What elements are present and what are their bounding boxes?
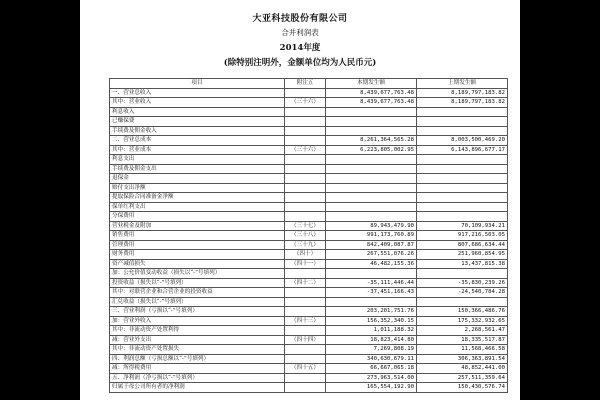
row-prior-amount: [417, 193, 508, 203]
row-prior-amount: [417, 107, 508, 117]
row-item-label: 其中：营业成本: [110, 145, 285, 155]
row-note-ref: （三十八）: [285, 231, 326, 241]
table-row: [110, 136, 508, 146]
row-item-label: 四、利润总额（亏损总额以“-”号填列）: [110, 354, 285, 364]
row-note-ref: [285, 288, 326, 298]
table-row: [110, 383, 508, 393]
column-header-note: 附注五: [285, 79, 326, 89]
table-row: [110, 145, 508, 155]
row-item-label: 减：营业外支出: [110, 335, 285, 345]
row-item-label: 二、营业总成本: [110, 136, 285, 146]
row-current-amount: [326, 202, 417, 212]
row-note-ref: （三十六）: [285, 98, 326, 108]
row-note-ref: [285, 345, 326, 355]
row-item-label: 其中：非流动资产处置损失: [110, 345, 285, 355]
row-prior-amount: 13,437,815.38: [417, 259, 508, 269]
row-note-ref: （三十七）: [285, 221, 326, 231]
row-note-ref: [285, 326, 326, 336]
row-note-ref: （四十四）: [285, 335, 326, 345]
table-row: [110, 183, 508, 193]
table-row: [110, 278, 508, 288]
row-prior-amount: 8,189,797,183.82: [417, 88, 508, 98]
table-row: [110, 231, 508, 241]
table-row: [110, 288, 508, 298]
row-note-ref: [285, 193, 326, 203]
row-current-amount: 8,439,677,763.48: [326, 88, 417, 98]
row-note-ref: [285, 354, 326, 364]
row-prior-amount: 251,960,854.95: [417, 250, 508, 260]
row-item-label: 加：公允价值变动收益（损失以“-”号填列）: [110, 269, 285, 279]
row-current-amount: -35,111,446.44: [326, 278, 417, 288]
row-item-label: 利息收入: [110, 107, 285, 117]
table-row: [110, 202, 508, 212]
row-prior-amount: 70,109,934.21: [417, 221, 508, 231]
row-prior-amount: 48,852,441.00: [417, 364, 508, 374]
row-prior-amount: [417, 183, 508, 193]
statement-title: 合并利润表: [281, 28, 319, 37]
row-prior-amount: -35,830,239.26: [417, 278, 508, 288]
row-prior-amount: 8,189,797,183.82: [417, 98, 508, 108]
row-current-amount: [326, 269, 417, 279]
row-note-ref: [285, 383, 326, 393]
table-row: [110, 126, 508, 136]
row-current-amount: [326, 155, 417, 165]
row-current-amount: 1,011,188.32: [326, 326, 417, 336]
table-row: [110, 354, 508, 364]
column-header-prior: 上期发生额: [417, 79, 508, 89]
row-note-ref: [285, 117, 326, 127]
row-note-ref: [285, 164, 326, 174]
row-note-ref: （三十六）: [285, 145, 326, 155]
table-row: [110, 259, 508, 269]
table-row: [110, 221, 508, 231]
row-current-amount: 340,630,679.11: [326, 354, 417, 364]
row-note-ref: [285, 373, 326, 383]
row-prior-amount: [417, 212, 508, 222]
row-item-label: 三、营业利润（亏损以“-”号填列）: [110, 307, 285, 317]
table-row: [110, 193, 508, 203]
row-current-amount: [326, 117, 417, 127]
row-note-ref: （四十三）: [285, 316, 326, 326]
row-note-ref: （四十二）: [285, 278, 326, 288]
company-name: 大亚科技股份有限公司: [252, 14, 348, 24]
row-current-amount: [326, 297, 417, 307]
row-note-ref: [285, 136, 326, 146]
row-prior-amount: [417, 126, 508, 136]
table-row: [110, 174, 508, 184]
row-note-ref: （四十）: [285, 250, 326, 260]
row-note-ref: [285, 269, 326, 279]
row-note-ref: （三十九）: [285, 240, 326, 250]
row-prior-amount: 8,003,500,469.20: [417, 136, 508, 146]
column-header-item: 项目: [110, 79, 285, 89]
unit-note: (除特别注明外，金额单位均为人民币元): [223, 58, 377, 68]
row-item-label: 加：营业外收入: [110, 316, 285, 326]
row-item-label: 营业税金及附加: [110, 221, 285, 231]
row-current-amount: 203,201,751.76: [326, 307, 417, 317]
row-current-amount: [326, 164, 417, 174]
row-current-amount: [326, 174, 417, 184]
table-row: [110, 117, 508, 127]
column-header-current: 本期发生额: [326, 79, 417, 89]
row-item-label: 减：所得税费用: [110, 364, 285, 374]
row-current-amount: [326, 183, 417, 193]
row-item-label: 手续费及佣金支出: [110, 164, 285, 174]
row-item-label: 退保金: [110, 174, 285, 184]
row-item-label: 财务费用: [110, 250, 285, 260]
row-current-amount: 267,551,076.26: [326, 250, 417, 260]
row-item-label: 已赚保费: [110, 117, 285, 127]
row-current-amount: 46,482,155.36: [326, 259, 417, 269]
table-row: [110, 269, 508, 279]
row-prior-amount: [417, 155, 508, 165]
row-item-label: 其中：营业收入: [110, 98, 285, 108]
table-row: [110, 335, 508, 345]
row-item-label: 赔付支出净额: [110, 183, 285, 193]
row-prior-amount: 175,332,932.65: [417, 316, 508, 326]
row-note-ref: [285, 307, 326, 317]
row-item-label: 其中：非流动资产处置利得: [110, 326, 285, 336]
row-item-label: 资产减值损失: [110, 259, 285, 269]
row-note-ref: [285, 202, 326, 212]
table-row: [110, 164, 508, 174]
row-prior-amount: 306,363,891.54: [417, 354, 508, 364]
row-current-amount: 18,823,414.80: [326, 335, 417, 345]
row-current-amount: 6,223,805,002.95: [326, 145, 417, 155]
row-note-ref: [285, 126, 326, 136]
table-row: [110, 364, 508, 374]
row-prior-amount: 18,335,517.87: [417, 335, 508, 345]
row-item-label: 利息支出: [110, 155, 285, 165]
table-row: [110, 326, 508, 336]
row-note-ref: [285, 297, 326, 307]
row-prior-amount: [417, 297, 508, 307]
row-prior-amount: 150,366,486.76: [417, 307, 508, 317]
row-current-amount: -37,451,166.43: [326, 288, 417, 298]
row-current-amount: [326, 193, 417, 203]
row-item-label: 汇兑收益（损失以“-”号填列）: [110, 297, 285, 307]
row-prior-amount: 150,430,576.74: [417, 383, 508, 393]
row-current-amount: 273,963,514.00: [326, 373, 417, 383]
row-prior-amount: 257,511,359.64: [417, 373, 508, 383]
row-current-amount: 842,409,087.87: [326, 240, 417, 250]
row-prior-amount: [417, 202, 508, 212]
row-current-amount: 165,554,192.90: [326, 383, 417, 393]
table-row: [110, 155, 508, 165]
row-prior-amount: -24,540,784.28: [417, 288, 508, 298]
table-row: [110, 307, 508, 317]
table-row: [110, 297, 508, 307]
row-prior-amount: 2,268,561.47: [417, 326, 508, 336]
row-note-ref: （四十一）: [285, 259, 326, 269]
row-current-amount: [326, 126, 417, 136]
table-row: [110, 98, 508, 108]
row-item-label: 投资收益（损失以“-”号填列）: [110, 278, 285, 288]
income-statement-table: [109, 78, 508, 393]
row-current-amount: 8,439,677,763.48: [326, 98, 417, 108]
table-header-row: [110, 79, 508, 89]
row-note-ref: [285, 155, 326, 165]
document-page: [80, 0, 520, 400]
table-row: [110, 316, 508, 326]
row-current-amount: 7,269,808.19: [326, 345, 417, 355]
row-current-amount: 156,352,340.15: [326, 316, 417, 326]
row-note-ref: [285, 183, 326, 193]
table-body: [110, 88, 508, 392]
row-item-label: 五、净利润（净亏损以“-”号填列）: [110, 373, 285, 383]
table-row: [110, 88, 508, 98]
row-note-ref: [285, 174, 326, 184]
row-prior-amount: [417, 174, 508, 184]
row-current-amount: 66,667,065.18: [326, 364, 417, 374]
row-item-label: 提取保险合同准备金净额: [110, 193, 285, 203]
row-prior-amount: 807,686,634.44: [417, 240, 508, 250]
row-current-amount: [326, 107, 417, 117]
row-item-label: 归属于母公司所有者的净利润: [110, 383, 285, 393]
row-prior-amount: 11,568,466.58: [417, 345, 508, 355]
row-item-label: 销售费用: [110, 231, 285, 241]
table-row: [110, 373, 508, 383]
table-row: [110, 250, 508, 260]
row-item-label: 其中：对联营企业和合营企业的投资收益: [110, 288, 285, 298]
row-note-ref: [285, 88, 326, 98]
table-row: [110, 212, 508, 222]
row-prior-amount: 6,143,896,677.17: [417, 145, 508, 155]
row-item-label: 管理费用: [110, 240, 285, 250]
fiscal-year: 2014年度: [279, 43, 321, 53]
table-row: [110, 107, 508, 117]
row-note-ref: （四十五）: [285, 364, 326, 374]
row-current-amount: 991,173,760.89: [326, 231, 417, 241]
row-prior-amount: [417, 269, 508, 279]
row-current-amount: 8,261,364,565.28: [326, 136, 417, 146]
table-row: [110, 240, 508, 250]
row-item-label: 保单红利支出: [110, 202, 285, 212]
row-item-label: 手续费及佣金收入: [110, 126, 285, 136]
row-prior-amount: [417, 117, 508, 127]
row-prior-amount: 917,216,503.05: [417, 231, 508, 241]
row-current-amount: 89,943,479.90: [326, 221, 417, 231]
row-item-label: 分保费用: [110, 212, 285, 222]
row-note-ref: [285, 107, 326, 117]
row-current-amount: [326, 212, 417, 222]
row-item-label: 一、营业总收入: [110, 88, 285, 98]
table-row: [110, 345, 508, 355]
row-prior-amount: [417, 164, 508, 174]
row-note-ref: [285, 212, 326, 222]
